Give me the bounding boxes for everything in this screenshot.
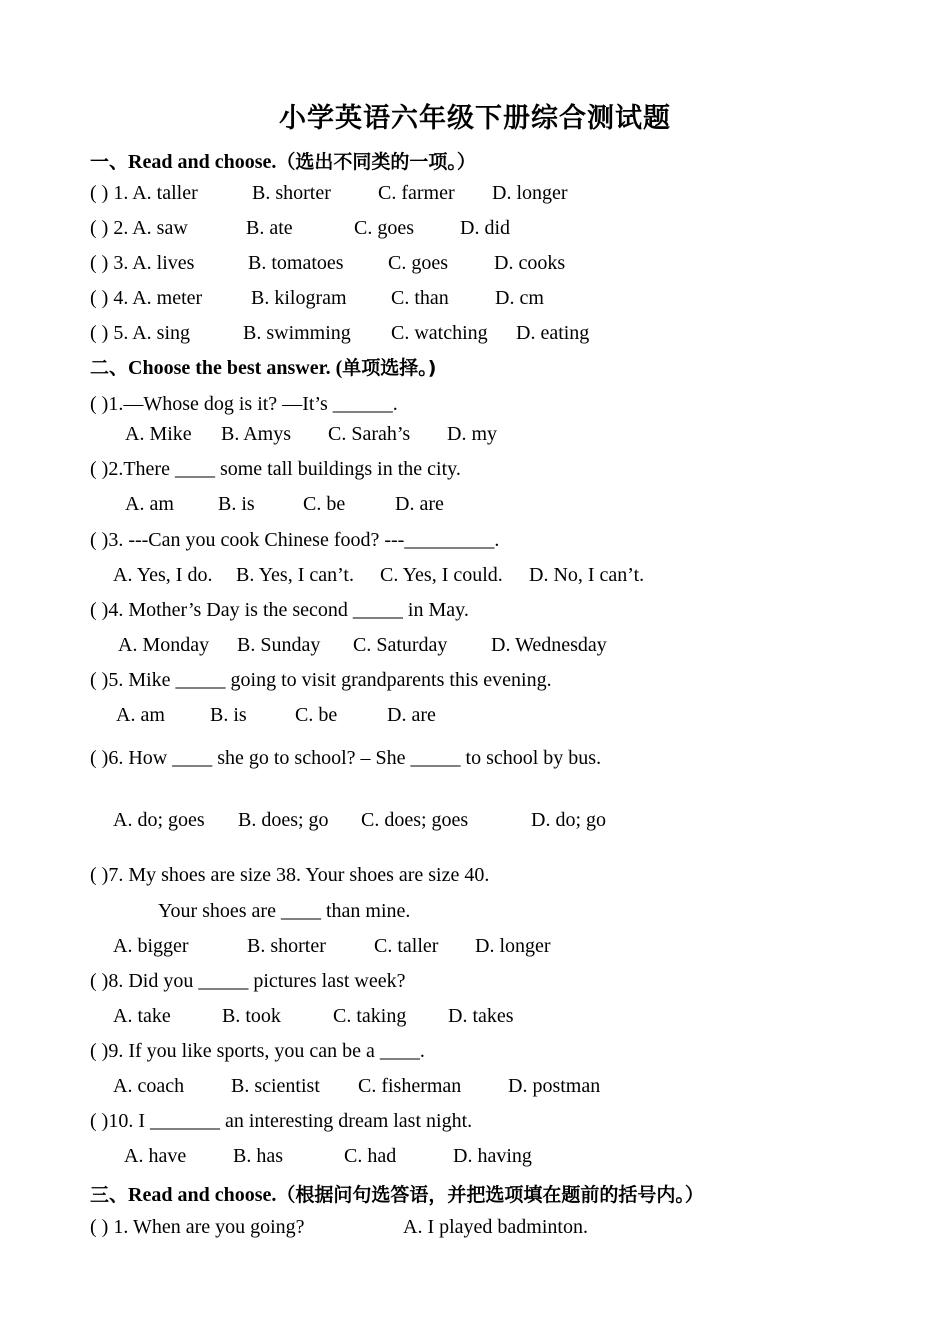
section-heading-1	[90, 147, 476, 174]
option-b: B. Amys	[221, 423, 292, 445]
option-d: D. cm	[495, 287, 544, 309]
option-c: C. watching	[391, 322, 488, 344]
option-c: C. had	[344, 1145, 397, 1167]
option-d: D. did	[460, 217, 510, 239]
part2-options-1	[0, 423, 950, 449]
question-stem: ( )3. ---Can you cook Chinese food? ---_________.	[90, 529, 500, 551]
option-b: B. Sunday	[237, 634, 321, 656]
option-c: C. be	[303, 493, 346, 515]
option-b: B. scientist	[231, 1075, 320, 1097]
section-1-note: （选出不同类的一项。）	[276, 151, 476, 173]
option-d: D. No, I can’t.	[529, 564, 645, 586]
section-2-note: 单项选择。)	[342, 357, 437, 379]
option-d: D. my	[447, 423, 497, 445]
question-stem: ( )1.—Whose dog is it? —It’s ______.	[90, 393, 398, 415]
option-d: D. longer	[492, 182, 568, 204]
question-stem: ( )8. Did you _____ pictures last week?	[90, 970, 406, 992]
section-1-title: Read and choose.	[128, 151, 277, 173]
part2-options-8	[0, 1005, 950, 1031]
option-c: C. taking	[333, 1005, 407, 1027]
option-b: B. swimming	[243, 322, 351, 344]
option-a: A. bigger	[113, 935, 189, 957]
option-d: D. postman	[508, 1075, 601, 1097]
question-stem: ( )7. My shoes are size 38. Your shoes are size 40.	[90, 864, 490, 886]
question-stem: ( )10. I _______ an interesting dream last night.	[90, 1110, 473, 1132]
option-c: C. be	[295, 704, 338, 726]
option-c: C. goes	[388, 252, 448, 274]
part2-options-4	[0, 634, 950, 660]
option-a: A. take	[113, 1005, 171, 1027]
option-a: A. Yes, I do.	[113, 564, 213, 586]
part2-options-5	[0, 704, 950, 730]
section-2-title: Choose the best answer. (	[128, 357, 343, 379]
option-b: B. shorter	[252, 182, 331, 204]
part2-options-10	[0, 1145, 950, 1171]
question-stem: ( ) 1. When are you going?	[90, 1216, 305, 1238]
option-d: D. are	[395, 493, 444, 515]
option-c: C. than	[391, 287, 449, 309]
option-a: A. have	[124, 1145, 187, 1167]
option-b: B. kilogram	[251, 287, 347, 309]
part1-question-1	[0, 182, 950, 208]
option-c: C. does; goes	[361, 809, 469, 831]
question-stem: ( ) 3. A. lives	[90, 252, 195, 274]
part2-question-4	[0, 599, 950, 625]
part1-question-5	[0, 322, 950, 348]
part2-question-5	[0, 669, 950, 695]
section-heading-2	[90, 353, 436, 380]
option-c: C. Yes, I could.	[380, 564, 503, 586]
option-d: D. having	[453, 1145, 532, 1167]
question-stem: ( ) 4. A. meter	[90, 287, 203, 309]
option-b: B. shorter	[247, 935, 326, 957]
option-d: D. eating	[516, 322, 590, 344]
option-a: A. am	[116, 704, 165, 726]
option-d: D. longer	[475, 935, 551, 957]
option-c: C. Saturday	[353, 634, 448, 656]
part2-options-3	[0, 564, 950, 590]
option-b: B. has	[233, 1145, 283, 1167]
question-stem: ( )4. Mother’s Day is the second _____ in May.	[90, 599, 469, 621]
option-c: C. farmer	[378, 182, 455, 204]
part2-question-6	[0, 747, 950, 773]
section-1-prefix: 一、	[90, 151, 129, 173]
option-a: A. am	[125, 493, 174, 515]
section-3-prefix: 三、	[90, 1184, 129, 1206]
option-a: A. Mike	[125, 423, 192, 445]
option-a: A. do; goes	[113, 809, 205, 831]
part3-question-1	[0, 1216, 950, 1242]
section-3-title: Read and choose.	[128, 1184, 277, 1206]
option-b: B. tomatoes	[248, 252, 344, 274]
section-heading-3	[90, 1180, 704, 1207]
section-2-prefix: 二、	[90, 357, 129, 379]
part2-question-1	[0, 393, 950, 419]
part2-question-7	[0, 864, 950, 890]
option-c: C. Sarah’s	[328, 423, 411, 445]
part2-question-7-line-2	[0, 900, 950, 926]
option-b: B. ate	[246, 217, 293, 239]
part2-options-6	[0, 809, 950, 835]
option-d: D. takes	[448, 1005, 514, 1027]
option-d: D. are	[387, 704, 436, 726]
part1-question-3	[0, 252, 950, 278]
part2-options-2	[0, 493, 950, 519]
question-stem: ( ) 2. A. saw	[90, 217, 188, 239]
part1-question-2	[0, 217, 950, 243]
part2-question-9	[0, 1040, 950, 1066]
part2-options-7	[0, 935, 950, 961]
question-stem-continued: Your shoes are ____ than mine.	[158, 900, 411, 922]
option-c: C. goes	[354, 217, 414, 239]
option-a: A. Monday	[118, 634, 210, 656]
option-c: C. taller	[374, 935, 439, 957]
question-stem: ( ) 1. A. taller	[90, 182, 198, 204]
option-d: D. Wednesday	[491, 634, 607, 656]
option-a: A. coach	[113, 1075, 185, 1097]
option-d: D. cooks	[494, 252, 566, 274]
option-b: B. is	[210, 704, 247, 726]
question-stem: ( )2.There ____ some tall buildings in the city.	[90, 458, 461, 480]
option-b: B. is	[218, 493, 255, 515]
option-b: B. took	[222, 1005, 281, 1027]
part2-question-3	[0, 529, 950, 555]
page-title: 小学英语六年级下册综合测试题	[279, 103, 671, 134]
option-c: C. fisherman	[358, 1075, 462, 1097]
option-b: B. Yes, I can’t.	[236, 564, 354, 586]
question-stem: ( ) 5. A. sing	[90, 322, 190, 344]
part2-options-9	[0, 1075, 950, 1101]
option-b: B. does; go	[238, 809, 329, 831]
section-3-note: （根据问句选答语，并把选项填在题前的括号内。）	[276, 1184, 704, 1206]
part2-question-8	[0, 970, 950, 996]
part2-question-2	[0, 458, 950, 484]
part2-question-10	[0, 1110, 950, 1136]
question-stem: ( )6. How ____ she go to school? – She _____ to school by bus.	[90, 747, 602, 769]
question-stem: ( )9. If you like sports, you can be a ____.	[90, 1040, 425, 1062]
question-stem: ( )5. Mike _____ going to visit grandparents this evening.	[90, 669, 552, 691]
answer-option: A. I played badminton.	[403, 1216, 588, 1238]
option-d: D. do; go	[531, 809, 606, 831]
part1-question-4	[0, 287, 950, 313]
